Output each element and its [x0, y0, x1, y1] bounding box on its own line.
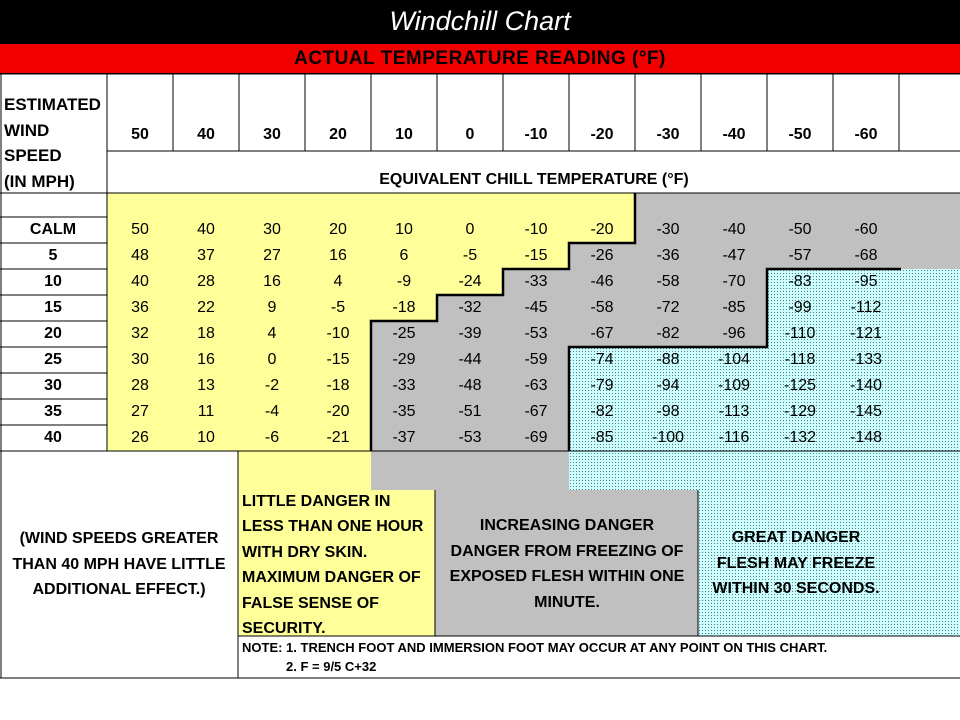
chill-value: -18	[392, 299, 416, 316]
temperature-header: ACTUAL TEMPERATURE READING (°F)	[0, 43, 960, 74]
little-danger-note	[242, 489, 437, 641]
chill-value: -88	[656, 351, 680, 368]
wind-speed-label: 15	[44, 299, 62, 316]
chill-value: -37	[392, 429, 416, 446]
chill-value: 22	[197, 299, 215, 316]
zone-cell	[371, 193, 437, 217]
chill-value: 28	[131, 377, 149, 394]
chill-value: -5	[330, 299, 346, 316]
zone-cell	[899, 399, 960, 425]
chill-value: 16	[263, 273, 281, 290]
chill-value: -118	[784, 351, 816, 368]
chill-value: 4	[333, 273, 343, 290]
chill-value: -98	[656, 403, 680, 420]
chill-value: -57	[788, 247, 812, 264]
note-line: LITTLE DANGER IN	[242, 493, 391, 510]
zone-cell	[569, 193, 635, 217]
zone-cell	[503, 193, 569, 217]
wind-speed-label	[4, 92, 101, 194]
wind-speed-label: 40	[44, 429, 62, 446]
wind-speed-label: 35	[44, 403, 62, 420]
chill-value: -85	[590, 429, 614, 446]
chill-value: -69	[524, 429, 548, 446]
great-danger-note	[698, 525, 894, 602]
chill-value: -53	[458, 429, 482, 446]
chill-value: 10	[395, 221, 413, 238]
chill-value: -67	[524, 403, 548, 420]
wind-speed-label: 5	[48, 247, 58, 264]
chill-value: -51	[458, 403, 482, 420]
temperature-label: 0	[465, 126, 475, 143]
chill-value: -58	[656, 273, 680, 290]
increasing-danger-note	[436, 513, 698, 615]
note-line: (WIND SPEEDS GREATER	[19, 530, 219, 547]
note-line: INCREASING DANGER	[479, 517, 655, 534]
high-wind-note	[0, 526, 238, 603]
chill-value: -100	[651, 429, 685, 446]
chill-value: -46	[590, 273, 614, 290]
note-line: MAXIMUM DANGER OF	[242, 569, 421, 587]
chill-value: -140	[849, 377, 883, 394]
zone-cell	[239, 193, 305, 217]
note-line: FALSE SENSE OF	[242, 594, 379, 612]
temperature-label: -10	[524, 126, 548, 143]
zone-cell	[701, 193, 767, 217]
chill-value: -5	[462, 247, 478, 264]
note-line: GREAT DANGER	[731, 529, 861, 546]
chill-value: -15	[524, 247, 548, 264]
temperature-label: -50	[788, 126, 812, 143]
chill-value: 16	[197, 351, 215, 368]
wind-speed-label: 30	[44, 377, 62, 394]
note-line: ADDITIONAL EFFECT.)	[32, 581, 206, 598]
chill-value: -109	[717, 377, 751, 394]
chill-value: 20	[329, 221, 347, 238]
chill-value: -20	[326, 403, 350, 420]
temperature-label: 50	[131, 126, 149, 143]
chill-value: 6	[399, 247, 409, 264]
note-line: WITHIN 30 SECONDS.	[712, 580, 880, 597]
note-line: MINUTE.	[534, 593, 600, 611]
chill-value: 48	[131, 247, 149, 264]
chill-value: -70	[722, 273, 746, 290]
temperature-label: 40	[197, 126, 215, 143]
zone-cell	[899, 243, 960, 269]
chill-value: -33	[392, 377, 416, 394]
zone-cell	[899, 321, 960, 347]
chill-value: 9	[267, 299, 277, 316]
note-line: SECURITY.	[242, 620, 326, 638]
chill-value: -60	[854, 221, 878, 238]
temperature-label: -40	[722, 126, 746, 143]
wind-speed-label: 20	[44, 325, 62, 342]
chill-value: -148	[849, 429, 883, 446]
zone-cell	[899, 295, 960, 321]
zone-cell	[305, 193, 371, 217]
chill-value: -82	[590, 403, 614, 420]
chill-value: -9	[396, 273, 412, 290]
chill-value: -83	[788, 273, 812, 290]
chill-temperature-label: EQUIVALENT CHILL TEMPERATURE (°F)	[379, 171, 689, 188]
note-line: EXPOSED FLESH WITHIN ONE	[449, 568, 685, 585]
chill-value: -10	[524, 221, 548, 238]
chill-value: 36	[131, 299, 149, 316]
zone-cell	[899, 373, 960, 399]
chill-value: -99	[788, 299, 812, 316]
chill-value: -10	[326, 325, 350, 342]
chill-value: -96	[722, 325, 746, 342]
chill-value: -116	[718, 429, 750, 446]
temperature-label: -60	[854, 126, 878, 143]
chill-value: -26	[590, 247, 614, 264]
chill-value: -45	[524, 299, 548, 316]
chill-value: 27	[131, 403, 149, 420]
chill-value: -68	[854, 247, 878, 264]
chill-value: -72	[656, 299, 680, 316]
chill-value: -67	[590, 325, 614, 342]
chill-value: 27	[263, 247, 281, 264]
chill-value: -25	[392, 325, 416, 342]
chill-value: -35	[392, 403, 416, 420]
zone-band	[238, 451, 371, 490]
temperature-label: 20	[329, 126, 347, 143]
chill-value: 13	[197, 377, 215, 394]
wind-label-line: (IN MPH)	[4, 171, 75, 191]
chill-value: -94	[656, 377, 680, 394]
footnote-line: NOTE: 1. TRENCH FOOT AND IMMERSION FOOT MAY OCCUR AT ANY POINT ON THIS CHART.	[242, 640, 828, 655]
note-line: WITH DRY SKIN.	[242, 543, 368, 561]
chill-value: 11	[197, 403, 215, 420]
chill-value: -18	[326, 377, 350, 394]
zone-cell	[899, 193, 960, 217]
chill-value: -2	[264, 377, 280, 394]
chart-title: Windchill Chart	[0, 0, 960, 43]
chill-value: -32	[458, 299, 482, 316]
chill-value: 10	[197, 429, 215, 446]
chill-value: 28	[197, 273, 215, 290]
zone-cell	[173, 193, 239, 217]
chill-value: -113	[718, 403, 750, 420]
chill-value: -132	[783, 429, 817, 446]
chill-value: -6	[264, 429, 280, 446]
zone-cell	[833, 193, 899, 217]
chill-value: -85	[722, 299, 746, 316]
chill-value: -21	[326, 429, 350, 446]
chill-value: -24	[458, 273, 482, 290]
chill-value: -104	[717, 351, 751, 368]
chill-value: -30	[656, 221, 680, 238]
temperature-label: 10	[395, 126, 413, 143]
chill-value: 40	[197, 221, 215, 238]
chill-value: -125	[783, 377, 817, 394]
chill-value: -20	[590, 221, 614, 238]
zone-cell	[899, 347, 960, 373]
chill-value: -50	[788, 221, 812, 238]
wind-speed-label: CALM	[29, 221, 77, 238]
zone-cell	[767, 193, 833, 217]
chill-value: -145	[849, 403, 883, 420]
temperature-label: -30	[656, 126, 680, 143]
zone-cell	[635, 193, 701, 217]
note-line: FLESH MAY FREEZE	[716, 554, 876, 572]
wind-label-line: WIND	[4, 120, 50, 140]
chill-value: 40	[131, 273, 149, 290]
zone-cell	[899, 425, 960, 451]
chill-value: -133	[849, 351, 883, 368]
zone-cell	[437, 193, 503, 217]
chill-value: 0	[267, 351, 277, 368]
footnote-line: 2. F = 9/5 C+32	[286, 659, 377, 674]
chill-value: -63	[524, 377, 548, 394]
chill-value: -82	[656, 325, 680, 342]
chill-value: -79	[590, 377, 614, 394]
chill-value: -110	[784, 325, 816, 342]
wind-speed-label: 25	[44, 351, 62, 368]
chill-value: -33	[524, 273, 548, 290]
chill-value: -53	[524, 325, 548, 342]
note-line: LESS THAN ONE HOUR	[242, 518, 424, 536]
wind-label-line: ESTIMATED	[4, 95, 101, 114]
zone-cell	[107, 193, 173, 217]
chill-value: -47	[722, 247, 746, 264]
chill-value: 18	[197, 325, 215, 342]
chill-value: -29	[392, 351, 416, 368]
temperature-label: 30	[263, 126, 281, 143]
chill-value: 0	[465, 221, 475, 238]
zone-cell	[899, 217, 960, 243]
chill-value: -36	[656, 247, 680, 264]
chill-value: -4	[264, 403, 280, 420]
chill-value: -95	[854, 273, 878, 290]
chill-value: -74	[590, 351, 614, 368]
chill-value: -129	[783, 403, 817, 420]
temperature-label: -20	[590, 126, 614, 143]
note-line: THAN 40 MPH HAVE LITTLE	[12, 555, 226, 573]
chill-value: -40	[722, 221, 746, 238]
chill-value: -59	[524, 351, 548, 368]
chill-value: -44	[458, 351, 482, 368]
chill-value: 30	[263, 221, 281, 238]
chill-value: -121	[849, 325, 883, 342]
chill-value: -112	[850, 299, 882, 316]
wind-speed-label: 10	[44, 273, 62, 290]
chill-value: 4	[267, 325, 277, 342]
chill-value: 37	[197, 247, 215, 264]
zone-band	[569, 451, 960, 490]
chill-value: 50	[131, 221, 149, 238]
chill-value: 32	[131, 325, 149, 342]
chill-value: 26	[131, 429, 149, 446]
chill-value: -48	[458, 377, 482, 394]
chill-value: 30	[131, 351, 149, 368]
zone-cell	[899, 269, 960, 295]
chill-value: -58	[590, 299, 614, 316]
wind-label-line: SPEED	[4, 146, 62, 165]
footnotes	[242, 638, 827, 676]
note-line: DANGER FROM FREEZING OF	[450, 542, 684, 560]
zone-band	[371, 451, 569, 490]
chill-value: 16	[329, 247, 347, 264]
chill-value: -39	[458, 325, 482, 342]
chill-value: -15	[326, 351, 350, 368]
